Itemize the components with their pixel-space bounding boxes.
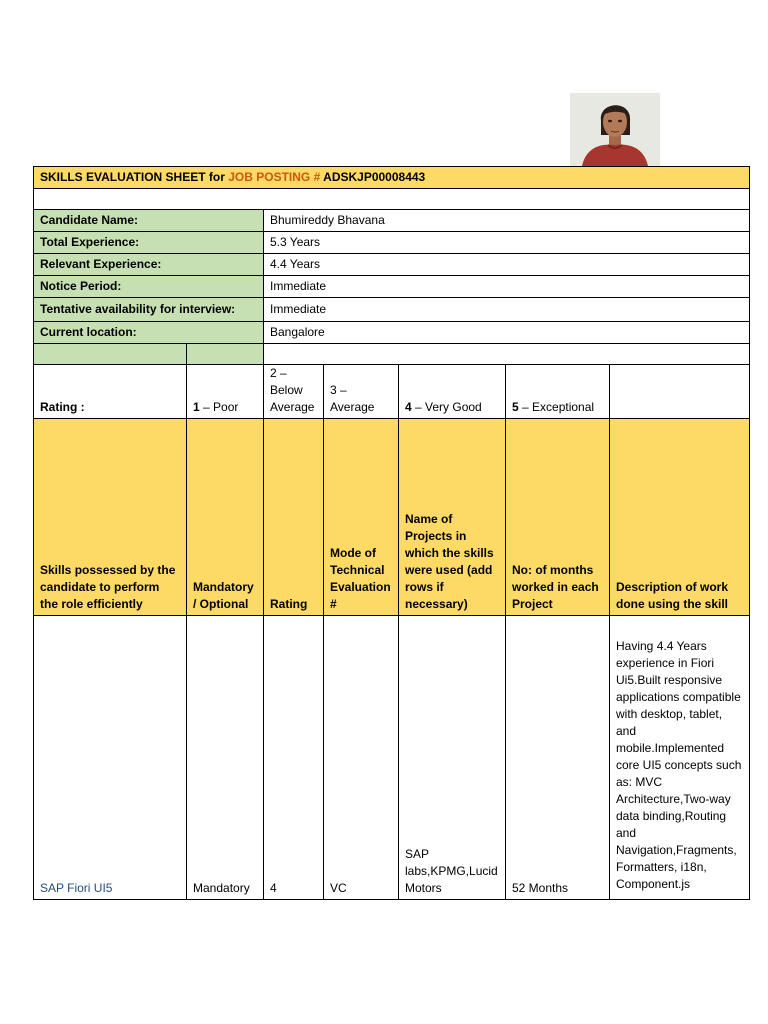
col-header-projects: Name of Projects in which the skills were used (add rows if necessary)	[399, 419, 506, 616]
col-header-months: No: of months worked in each Project	[506, 419, 610, 616]
blank-cell	[187, 344, 264, 365]
candidate-photo-image	[570, 93, 660, 166]
notice-period-row	[34, 276, 750, 298]
rating-4-number: 4	[405, 400, 412, 414]
projects-value: SAP labs,KPMG,Lucid Motors	[399, 616, 506, 900]
relevant-experience-value: 4.4 Years	[264, 254, 750, 276]
availability-value: Immediate	[264, 298, 750, 322]
candidate-name-label: Candidate Name:	[34, 210, 264, 232]
spacer-row	[34, 189, 750, 210]
col-header-mode: Mode of Technical Evaluation #	[324, 419, 399, 616]
rating-scale-row	[34, 365, 750, 419]
rating-1-number: 1	[193, 400, 200, 414]
location-value: Bangalore	[264, 322, 750, 344]
blank-cell	[264, 344, 750, 365]
blank-row	[34, 344, 750, 365]
sheet-title-prefix: SKILLS EVALUATION SHEET for	[40, 170, 229, 184]
availability-label: Tentative availability for interview:	[34, 298, 264, 322]
column-header-row	[34, 419, 750, 616]
availability-row	[34, 298, 750, 322]
mode-value: VC	[324, 616, 399, 900]
candidate-name-value: Bhumireddy Bhavana	[264, 210, 750, 232]
col-header-rating: Rating	[264, 419, 324, 616]
spacer-cell	[34, 189, 750, 210]
rating-2-below-average: 2 – Below Average	[264, 365, 324, 419]
rating-5-number: 5	[512, 400, 519, 414]
rating-1-text: – Poor	[199, 400, 239, 414]
rating-4-text: – Very Good	[411, 400, 482, 414]
blank-cell	[34, 344, 187, 365]
total-experience-label: Total Experience:	[34, 232, 264, 254]
location-row	[34, 322, 750, 344]
rating-value: 4	[264, 616, 324, 900]
total-experience-value: 5.3 Years	[264, 232, 750, 254]
mandatory-value: Mandatory	[187, 616, 264, 900]
rating-1-poor	[187, 365, 264, 419]
posting-id: ADSKJP00008443	[323, 170, 426, 184]
candidate-photo	[570, 93, 660, 166]
rating-5-text: – Exceptional	[518, 400, 595, 414]
candidate-name-row	[34, 210, 750, 232]
notice-period-label: Notice Period:	[34, 276, 264, 298]
col-header-mandatory: Mandatory / Optional	[187, 419, 264, 616]
rating-4-very-good	[399, 365, 506, 419]
rating-scale-empty	[610, 365, 750, 419]
rating-scale-label: Rating :	[34, 365, 187, 419]
months-value: 52 Months	[506, 616, 610, 900]
table-row	[34, 616, 750, 900]
relevant-experience-label: Relevant Experience:	[34, 254, 264, 276]
skill-name: SAP Fiori UI5	[34, 616, 187, 900]
rating-5-exceptional	[506, 365, 610, 419]
sheet-title	[34, 167, 750, 189]
rating-3-average: 3 – Average	[324, 365, 399, 419]
total-experience-row	[34, 232, 750, 254]
location-label: Current location:	[34, 322, 264, 344]
col-header-skills: Skills possessed by the candidate to perform the role efficiently	[34, 419, 187, 616]
sheet-title-job-posting: JOB POSTING #	[228, 170, 324, 184]
description-value: Having 4.4 Years experience in Fiori Ui5.Built responsive applications compatible with desktop, tablet, and mobile.Implemented core UI5 concepts such as: MVC Architecture,Two-way data binding,Routing and Navigation,Fragments, Formatters, i18n, Component.js	[610, 616, 750, 900]
header-row	[34, 167, 750, 189]
relevant-experience-row	[34, 254, 750, 276]
skills-evaluation-table	[33, 166, 750, 900]
col-header-description: Description of work done using the skill	[610, 419, 750, 616]
notice-period-value: Immediate	[264, 276, 750, 298]
